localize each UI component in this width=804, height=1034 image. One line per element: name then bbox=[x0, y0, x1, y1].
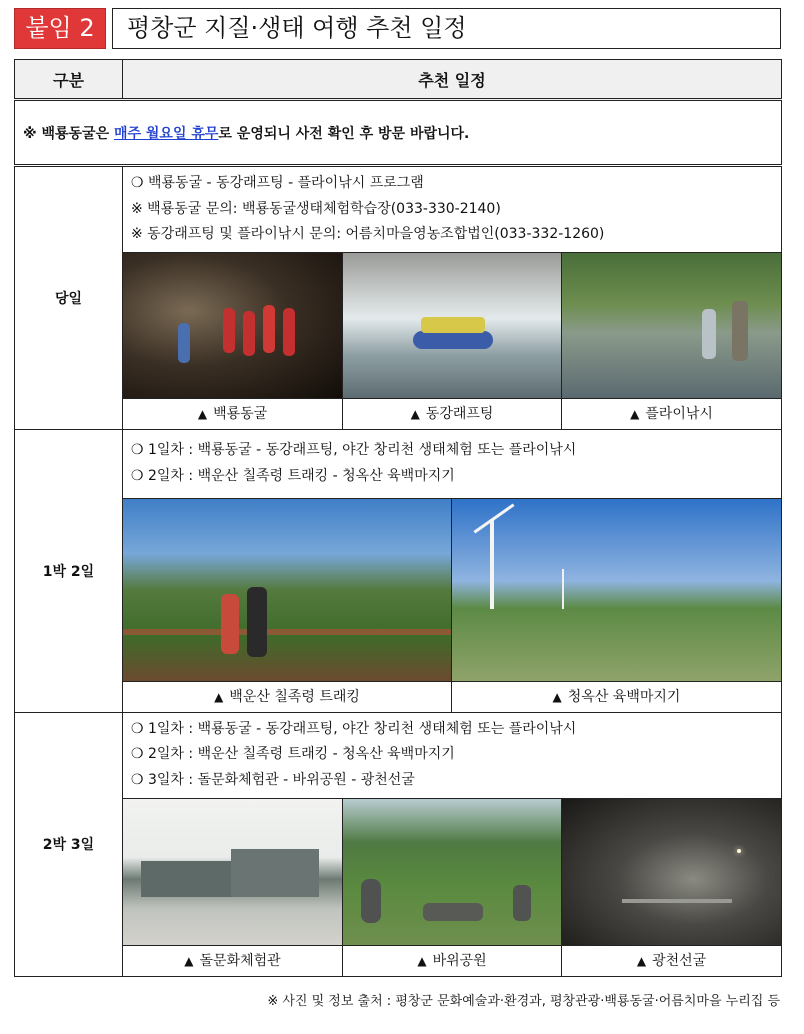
triangle-marker-icon: ▲ bbox=[214, 689, 224, 704]
notice-row bbox=[15, 100, 782, 166]
notice-text-before: ※ 백룡동굴은 bbox=[23, 125, 114, 142]
section-photos-two-nights bbox=[15, 798, 782, 976]
photo-caption: ▲ 청옥산 육백마지기 bbox=[452, 681, 781, 712]
triangle-marker-icon: ▲ bbox=[410, 406, 420, 421]
triangle-marker-icon: ▲ bbox=[630, 406, 640, 421]
schedule-line: ❍ 1일차 : 백룡동굴 - 동강래프팅, 야간 창리천 생태체험 또는 플라이낚시 bbox=[131, 720, 577, 737]
notice-highlight: 매주 월요일 휴무 bbox=[113, 125, 219, 142]
photo-card bbox=[123, 253, 343, 429]
photo-caption: ▲ 광천선굴 bbox=[562, 945, 781, 976]
schedule-line: ※ 백룡동굴 문의: 백룡동굴생태체험학습장(033-330-2140) bbox=[131, 200, 501, 217]
notice-text-after: 로 운영되니 사전 확인 후 방문 바랍니다. bbox=[218, 125, 470, 142]
section-schedule-lines bbox=[123, 712, 782, 798]
column-header-category: 구분 bbox=[15, 60, 123, 100]
triangle-marker-icon: ▲ bbox=[184, 953, 194, 968]
photo-card bbox=[452, 499, 781, 712]
photo-caption: ▲ 돌문화체험관 bbox=[123, 945, 342, 976]
section-label: 1박 2일 bbox=[15, 429, 123, 712]
photo-caption: ▲ 플라이낚시 bbox=[562, 398, 781, 429]
section-row-two-nights bbox=[15, 712, 782, 798]
photo-strip bbox=[123, 498, 782, 712]
schedule-line: ❍ 1일차 : 백룡동굴 - 동강래프팅, 야간 창리천 생태체험 또는 플라이낚시 bbox=[131, 442, 577, 458]
schedule-line: ❍ 백룡동굴 - 동강래프팅 - 플라이낚시 프로그램 bbox=[131, 175, 424, 191]
schedule-line: ※ 동강래프팅 및 플라이낚시 문의: 어름치마을영농조합법인(033-332-1260) bbox=[131, 226, 605, 242]
section-photos-day-trip bbox=[15, 252, 782, 429]
table-header-row bbox=[15, 60, 782, 100]
triangle-marker-icon: ▲ bbox=[636, 953, 647, 968]
fly-fishing-photo bbox=[562, 253, 781, 398]
schedule-line: ❍ 2일차 : 백운산 칠족령 트래킹 - 청옥산 육백마지기 bbox=[131, 746, 455, 763]
photo-card bbox=[343, 253, 562, 429]
triangle-marker-icon: ▲ bbox=[417, 953, 427, 968]
section-label: 2박 3일 bbox=[15, 712, 123, 976]
section-schedule-lines bbox=[123, 429, 782, 498]
section-row-one-night bbox=[15, 429, 782, 498]
photo-card bbox=[123, 499, 452, 712]
itinerary-table bbox=[14, 59, 782, 977]
photo-caption: ▲ 바위공원 bbox=[343, 945, 561, 976]
photo-strip bbox=[123, 252, 782, 429]
photo-card bbox=[562, 799, 781, 976]
mountain-ridge-photo bbox=[123, 499, 451, 681]
section-schedule-lines bbox=[123, 166, 782, 253]
cave-photo bbox=[123, 253, 342, 398]
photo-card bbox=[562, 253, 781, 429]
section-photos-one-night bbox=[15, 498, 782, 712]
column-header-schedule: 추천 일정 bbox=[123, 60, 782, 100]
gwangcheon-cave-photo bbox=[562, 799, 781, 945]
schedule-line: ❍ 3일차 : 돌문화체험관 - 바위공원 - 광천선굴 bbox=[131, 771, 415, 788]
photo-caption: ▲ 동강래프팅 bbox=[343, 398, 561, 429]
photo-caption: ▲ 백룡동굴 bbox=[123, 398, 342, 429]
closure-notice bbox=[15, 100, 782, 166]
attachment-badge: 붙임 2 bbox=[14, 8, 106, 49]
page-title: 평창군 지질·생태 여행 추천 일정 bbox=[112, 8, 781, 49]
wind-turbine-photo bbox=[452, 499, 781, 681]
triangle-marker-icon: ▲ bbox=[197, 406, 208, 421]
photo-caption: ▲ 백운산 칠족령 트래킹 bbox=[123, 681, 451, 712]
source-note: ※ 사진 및 정보 출처 : 평창군 문화예술과·환경과, 평창관광·백룡동굴·어름치마을 누리집 등 bbox=[267, 994, 780, 1009]
stone-culture-hall-photo bbox=[123, 799, 342, 945]
rock-park-photo bbox=[343, 799, 561, 945]
triangle-marker-icon: ▲ bbox=[552, 689, 562, 704]
page-header bbox=[14, 8, 781, 49]
section-label: 당일 bbox=[15, 166, 123, 430]
photo-card bbox=[343, 799, 562, 976]
section-row-day-trip bbox=[15, 166, 782, 253]
schedule-line: ❍ 2일차 : 백운산 칠족령 트래킹 - 청옥산 육백마지기 bbox=[131, 467, 455, 484]
photo-card bbox=[123, 799, 343, 976]
photo-strip bbox=[123, 798, 782, 976]
rafting-photo bbox=[343, 253, 561, 398]
